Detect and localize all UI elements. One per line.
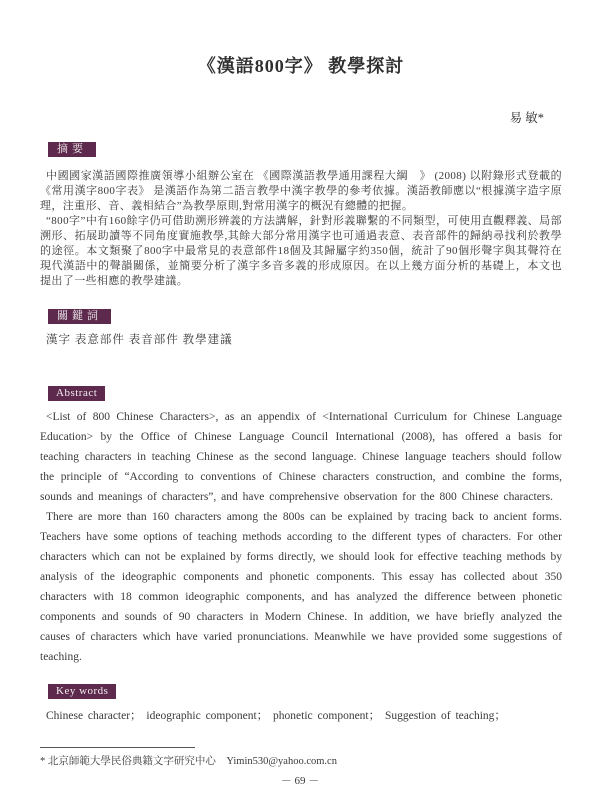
english-abstract-section <box>40 383 562 401</box>
page-content <box>0 52 600 723</box>
english-keywords-section <box>40 681 562 699</box>
english-abstract-paragraph: There are more than 160 characters among the 800s can be explained by tracing back to ancient forms. Teachers have some options of teaching methods according to the different types of characters. For other characters which can not be explained by forms directly, we should look for effective teaching methods by analysis of the ideographic components and phonetic components. This essay has collected about 350 characters with 18 common ideographic components, and has analyzed the difference between phonetic components and sounds of 90 characters in Modern Chinese. In addition, we have briefly analyzed the causes of characters which have varied pronunciations. Meanwhile we have provided some suggestions of teaching. <box>40 511 562 663</box>
english-abstract-paragraph: <List of 800 Chinese Characters>, as an appendix of <International Curriculum for Chinese Language Education> by the Office of Chinese Language Council International (2008), has offered a basis for teaching characters in teaching Chinese as the second language. Chinese language teachers should follow the principle of “According to conventions of Chinese characters construction, and combine the forms, sounds and meanings of characters”, and have comprehensive observation for the 800 Chinese characters. <box>40 411 562 503</box>
chinese-abstract-label: 摘要 <box>48 142 96 157</box>
page-title: 《漢語800字》 教學探討 <box>197 56 405 76</box>
footnote: * 北京師範大學民俗典籍文字研究中心 Yimin530@yahoo.com.cn <box>40 756 337 767</box>
chinese-keywords: 漢字 表意部件 表音部件 教學建議 <box>46 334 233 346</box>
english-keywords-label: Key words <box>48 684 116 699</box>
author: 易 敏* <box>509 111 544 125</box>
english-abstract <box>40 407 562 667</box>
page-number: － 69 － <box>280 775 320 787</box>
footnote-block <box>40 747 562 768</box>
footnote-rule <box>40 747 195 748</box>
chinese-abstract-paragraph: 中國國家漢語國際推廣領導小組辦公室在 《國際漢語教學通用課程大綱 》 (2008) 以附錄形式登載的《常用漢字800字表》 是漢語作為第二語言教學中漢字教學的參考依據。漢語教師應以“根據漢字造字原理，注重形、音、義相結合”為教學原則,對常用漢字的概況有總體的把握。 <box>40 170 562 212</box>
chinese-keywords-section <box>40 306 562 324</box>
chinese-abstract-paragraph: “800字”中有160餘字仍可借助溯形辨義的方法講解，針對形義聯繫的不同類型，可使用直觀釋義、局部溯形、拓展助讀等不同角度實施教學,其餘大部分常用漢字也可通過表意、表音部件的歸納尋找利於教學的途徑。本文類聚了800字中最常見的表意部件18個及其歸屬字約350個，統計了90個形聲字與其聲符在現代漢語中的聲韻關係，並簡要分析了漢字多音多義的形成原因。在以上幾方面分析的基礎上，本文也提出了一些相應的教學建議。 <box>40 215 562 287</box>
english-abstract-label: Abstract <box>48 386 105 401</box>
chinese-abstract <box>40 169 562 289</box>
chinese-abstract-section <box>40 139 562 157</box>
chinese-keywords-label: 關鍵詞 <box>48 309 111 324</box>
english-keywords: Chinese character； ideographic component； phonetic component； Suggestion of teaching； <box>46 710 506 722</box>
